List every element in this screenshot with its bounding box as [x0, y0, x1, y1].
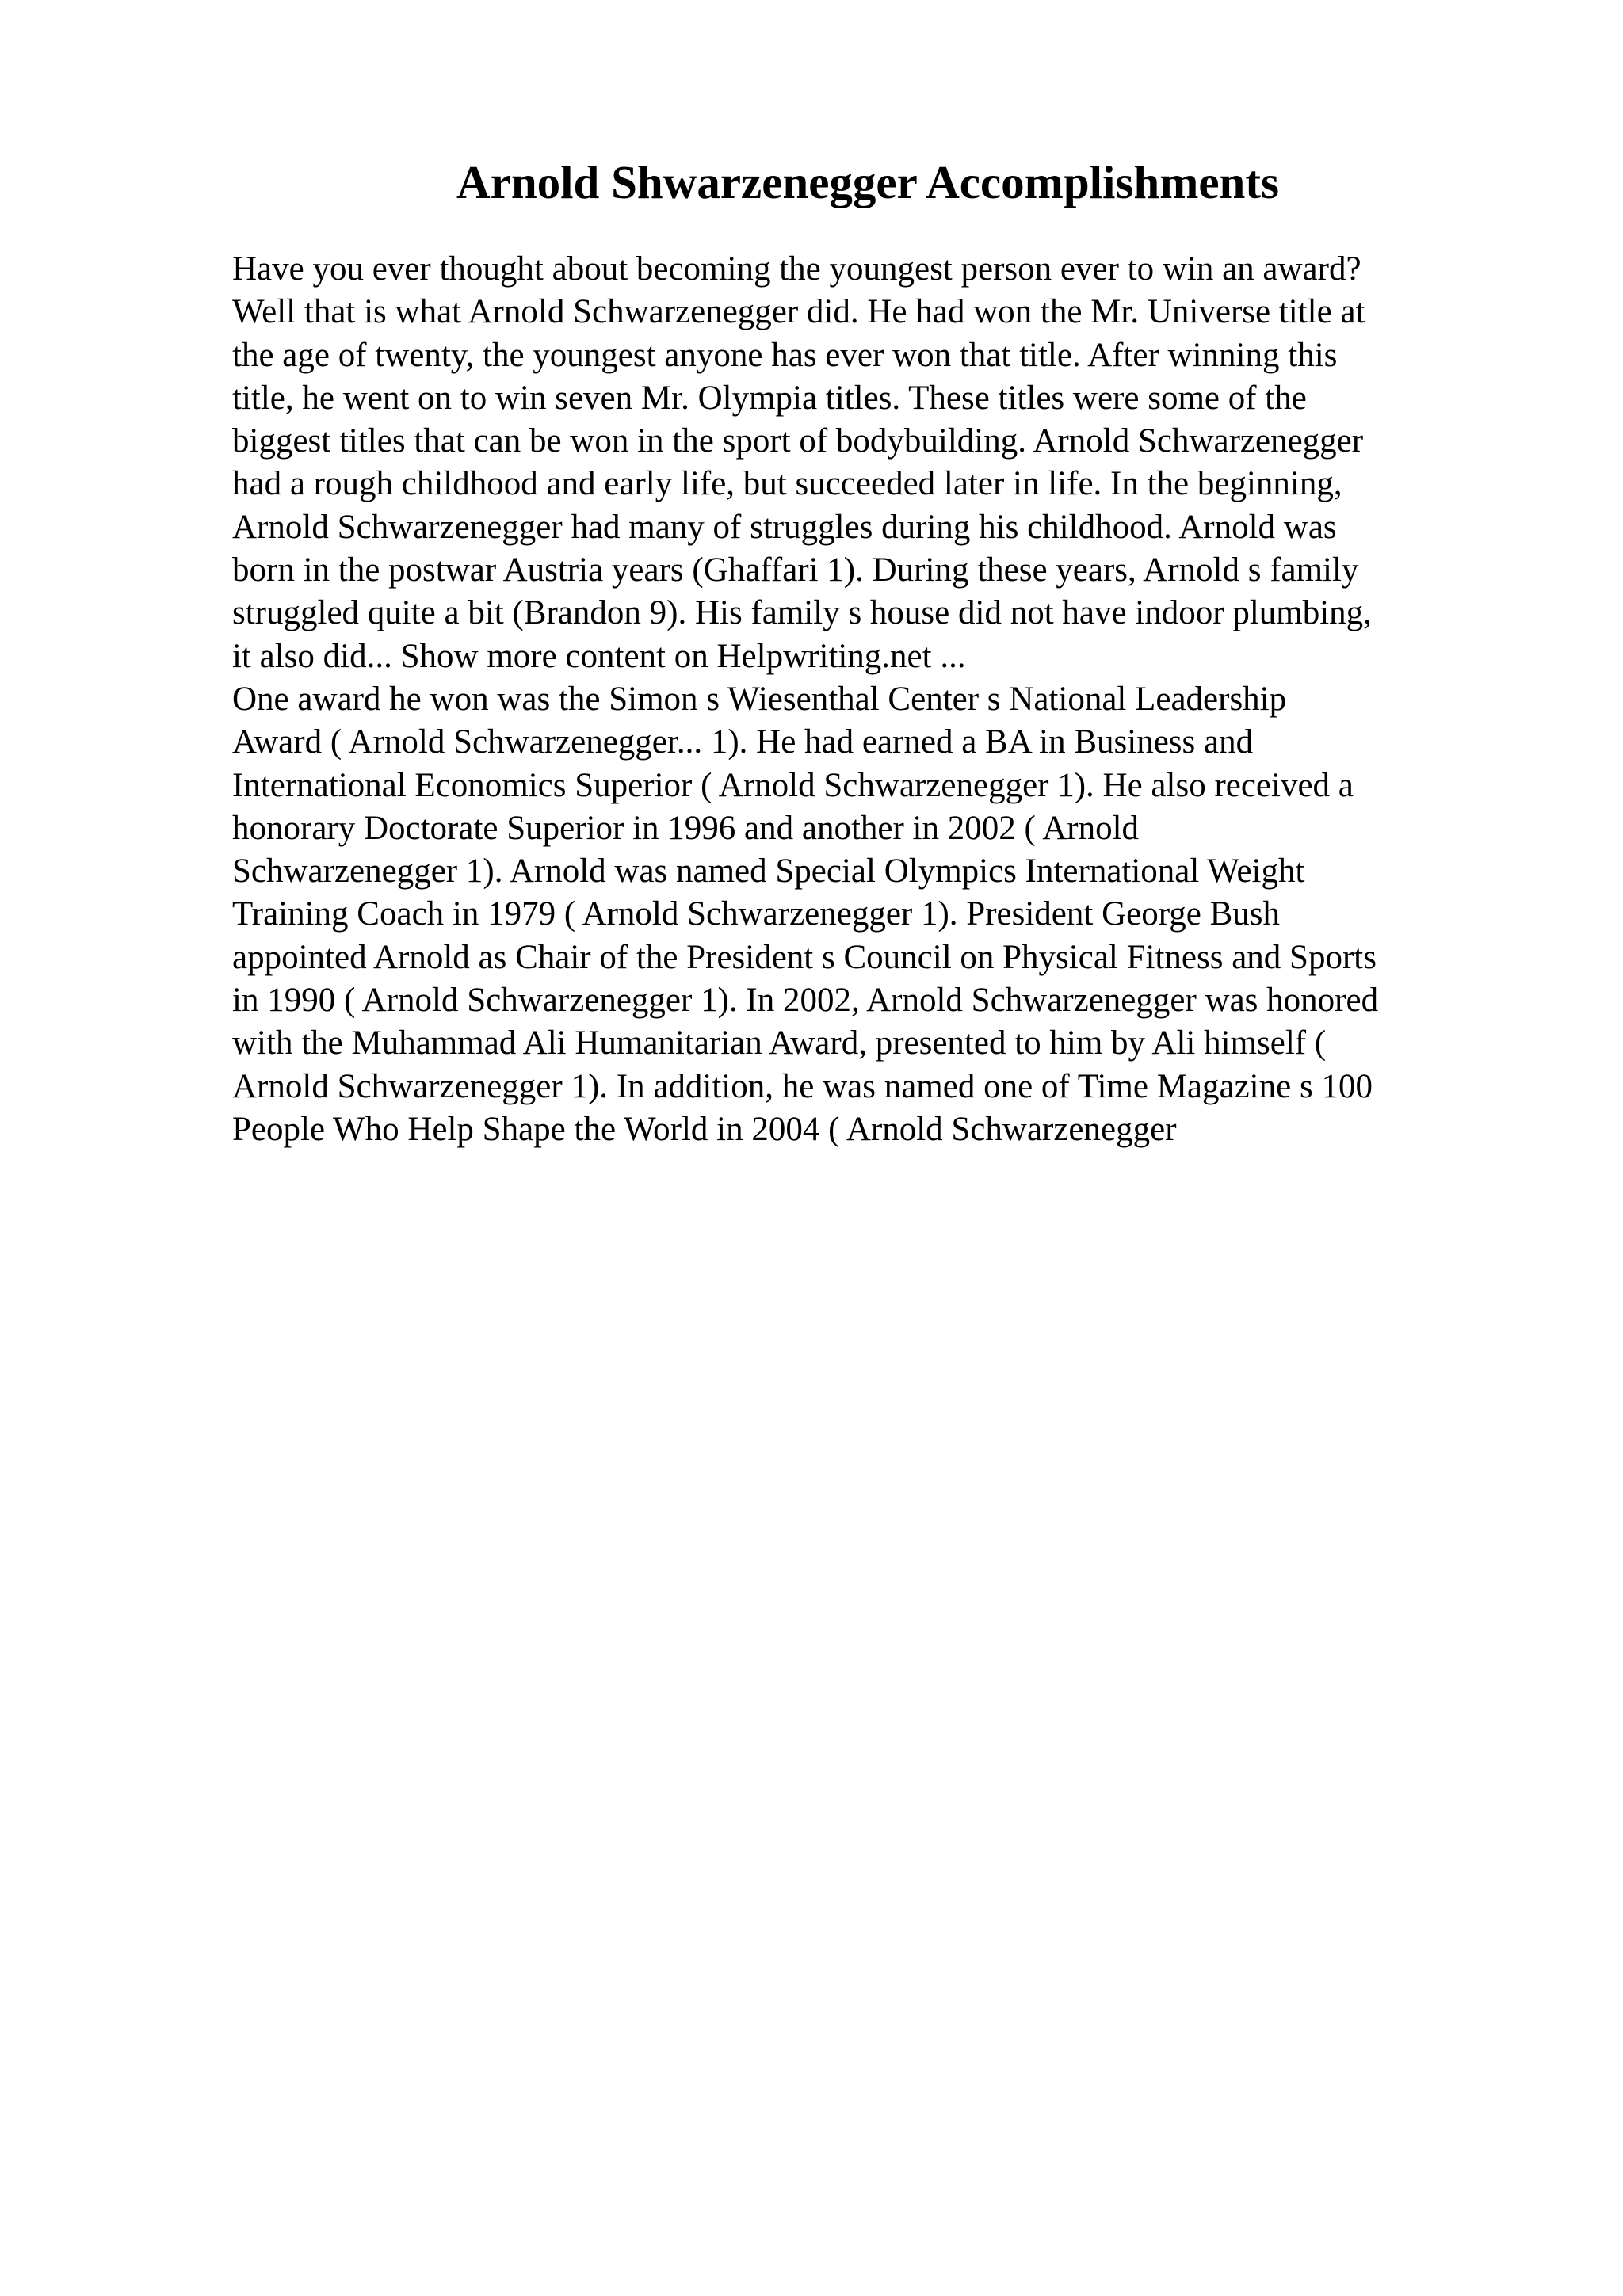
document-title: Arnold Shwarzenegger Accomplishments	[456, 156, 1279, 208]
body-line: Well that is what Arnold Schwarzenegger did. He had won the Mr. Universe title at	[232, 293, 1365, 331]
body-line: People Who Help Shape the World in 2004 ( Arnold Schwarzenegger	[232, 1110, 1177, 1148]
body-line: with the Muhammad Ali Humanitarian Award, presented to him by Ali himself (	[232, 1024, 1327, 1062]
body-line: biggest titles that can be won in the sport of bodybuilding. Arnold Schwarzenegger	[232, 422, 1364, 460]
body-line: the age of twenty, the youngest anyone has ever won that title. After winning this	[232, 336, 1338, 374]
body-line: Arnold Schwarzenegger 1). In addition, he was named one of Time Magazine s 100	[232, 1067, 1373, 1105]
body-line: Have you ever thought about becoming the youngest person ever to win an award?	[232, 250, 1361, 288]
body-line: Schwarzenegger 1). Arnold was named Special Olympics International Weight	[232, 852, 1305, 891]
body-line: honorary Doctorate Superior in 1996 and another in 2002 ( Arnold	[232, 809, 1140, 847]
body-line: in 1990 ( Arnold Schwarzenegger 1). In 2002, Arnold Schwarzenegger was honored	[232, 982, 1379, 1020]
body-line: appointed Arnold as Chair of the President s Council on Physical Fitness and Sports	[232, 938, 1377, 976]
body-line: Award ( Arnold Schwarzenegger... 1). He had earned a BA in Business and	[232, 723, 1254, 761]
body-line: had a rough childhood and early life, but succeeded later in life. In the beginning,	[232, 465, 1342, 503]
body-line: One award he won was the Simon s Wiesenthal Center s National Leadership	[232, 680, 1287, 718]
show-more-link[interactable]: it also did... Show more content on Helpwriting.net ...	[232, 637, 966, 675]
body-line: International Economics Superior ( Arnold Schwarzenegger 1). He also received a	[232, 766, 1354, 804]
document-body	[232, 248, 1508, 1151]
body-line: title, he went on to win seven Mr. Olympia titles. These titles were some of the	[232, 379, 1307, 417]
body-line: Training Coach in 1979 ( Arnold Schwarzenegger 1). President George Bush	[232, 895, 1281, 933]
body-line: struggled quite a bit (Brandon 9). His family s house did not have indoor plumbing,	[232, 594, 1372, 632]
body-line: born in the postwar Austria years (Ghaffari 1). During these years, Arnold s family	[232, 551, 1359, 589]
body-line: Arnold Schwarzenegger had many of struggles during his childhood. Arnold was	[232, 508, 1337, 546]
